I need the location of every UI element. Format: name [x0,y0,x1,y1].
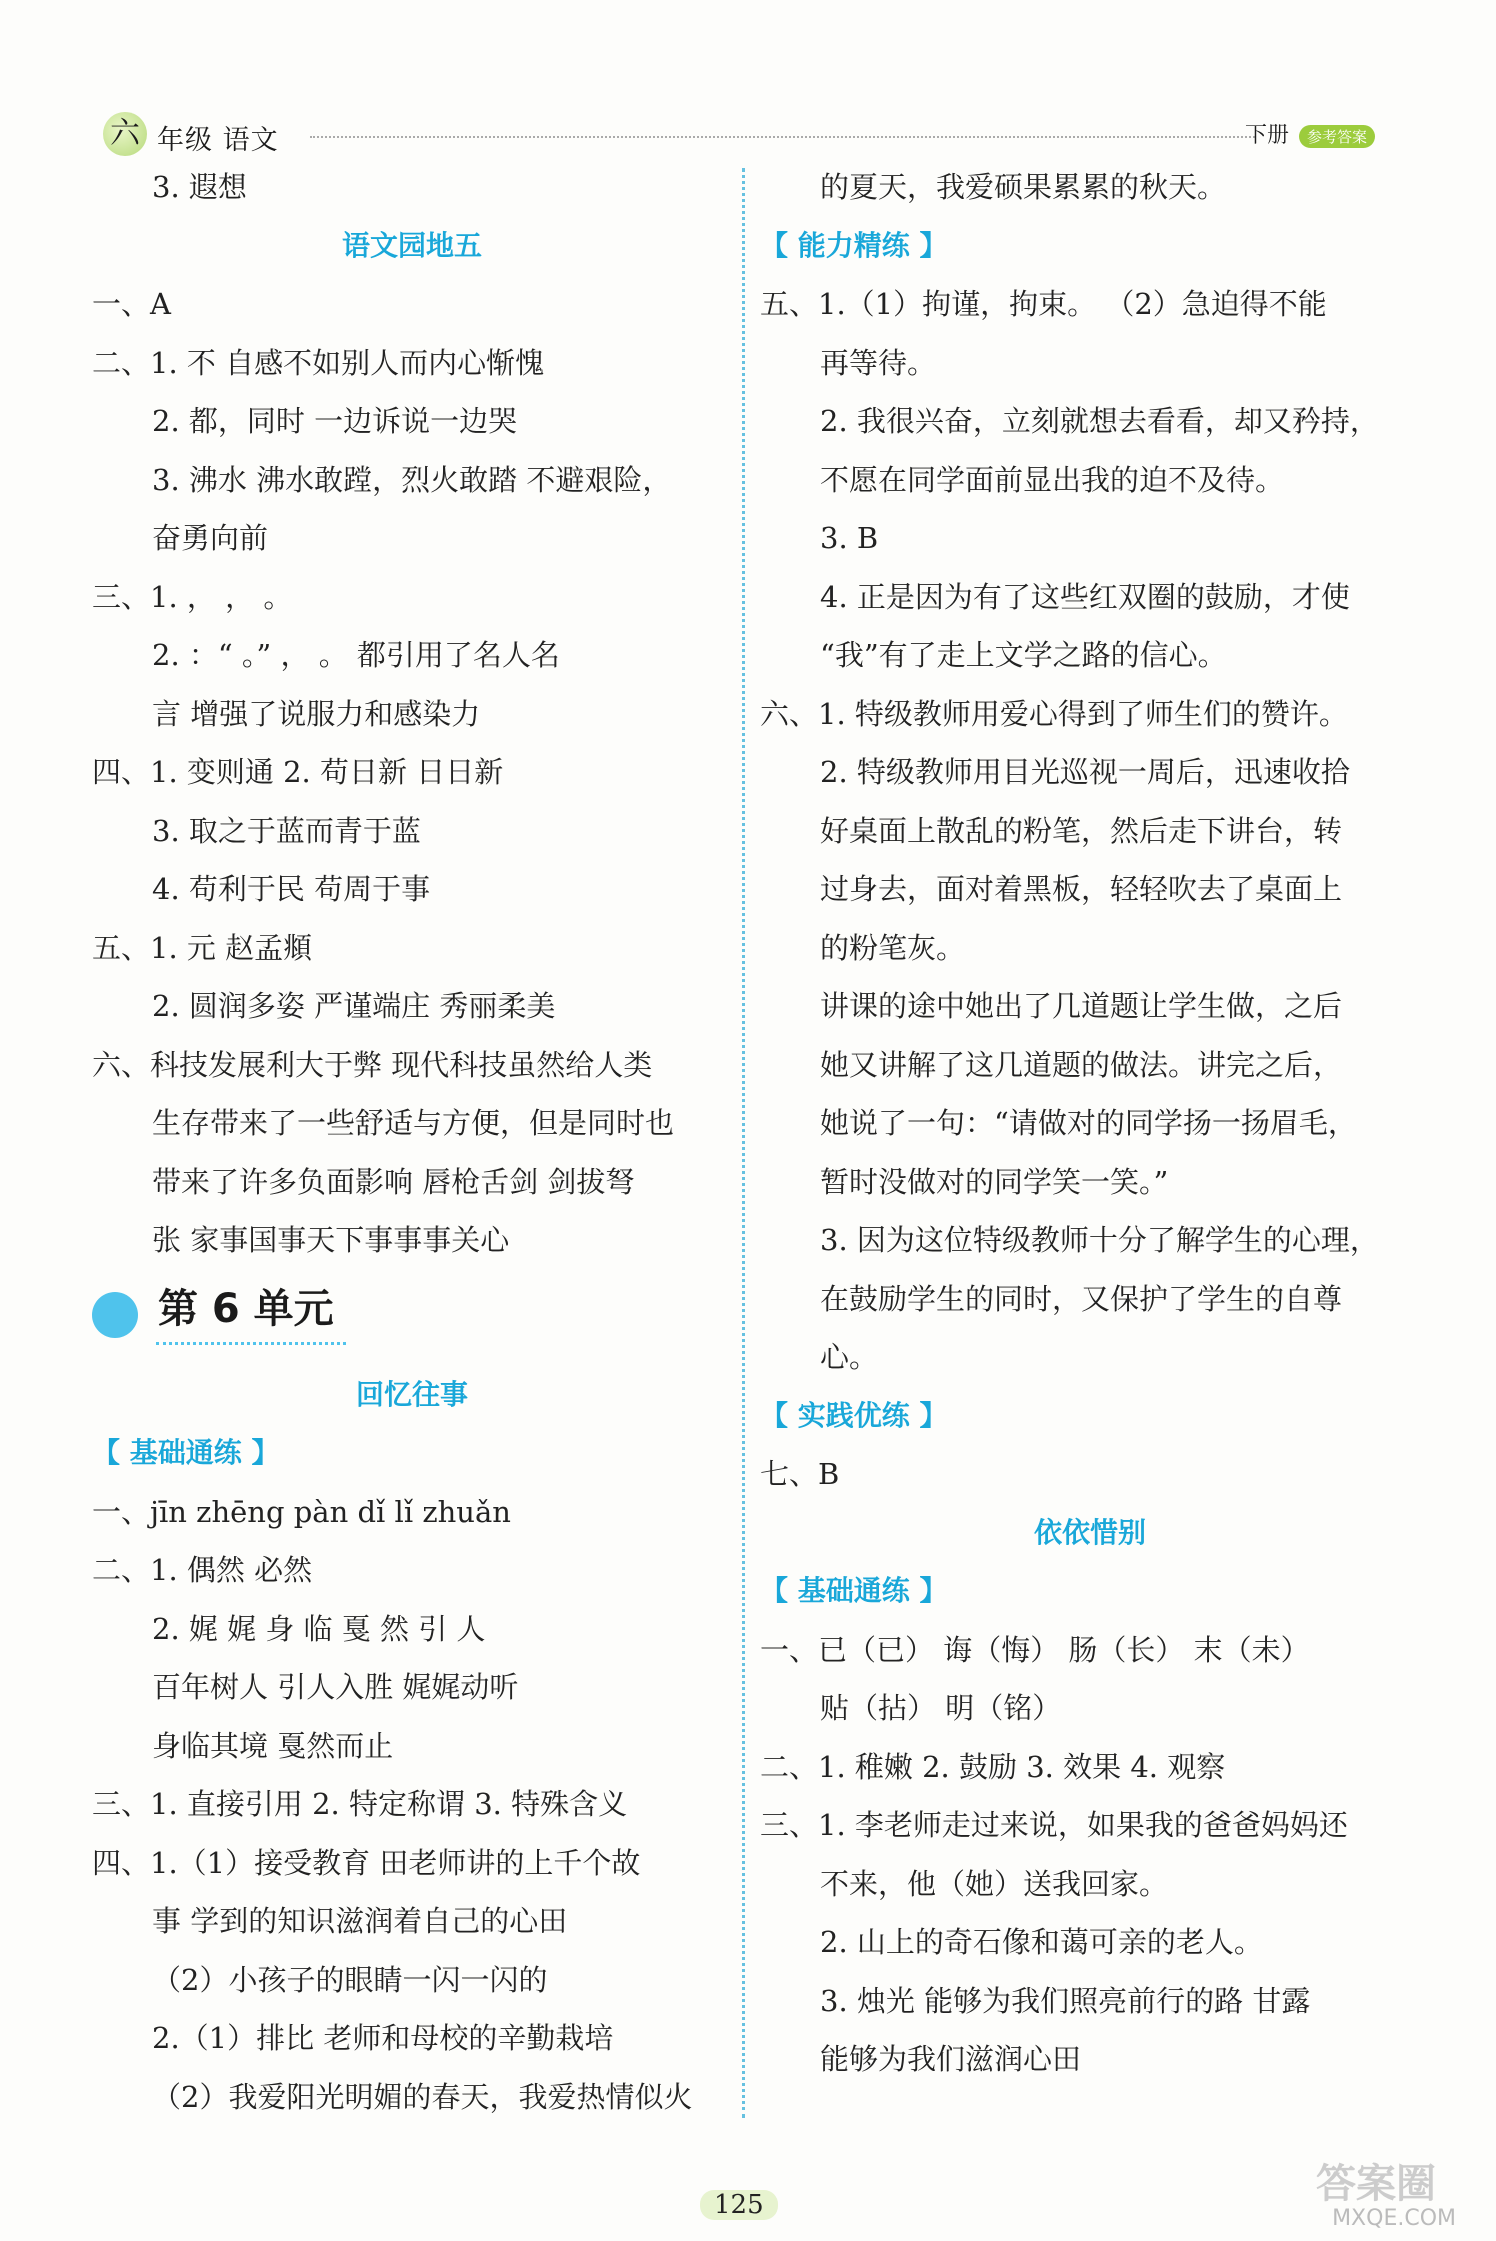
answer-line: （2）我爱阳光明媚的春天，我爱热情似火 [152,2079,693,2114]
subsection-label: 【 基础通练 】 [760,1574,948,1607]
answer-line: 身临其境 戛然而止 [152,1728,394,1763]
grade-badge: 六 [103,112,147,156]
answer-line: 的粉笔灰。 [820,930,966,965]
answer-line: 三、1. ， ， 。 [92,579,293,614]
answer-line: 四、1. 变则通 2. 苟日新 日日新 [92,755,504,789]
answer-line: 2.（1）排比 老师和母校的辛勤栽培 [152,2021,614,2055]
unit-dot-icon [92,1292,138,1338]
answer-line: 2. ：“ 。” ， 。 都引用了名人名 [152,638,560,672]
answer-line: 2. 我很兴奋，立刻就想去看看，却又矜持， [820,404,1379,438]
watermark [1246,2161,1456,2231]
answer-line: 3. B [820,521,879,555]
left-column [92,158,732,2126]
answer-line: 再等待。 [820,345,937,380]
header-title: 年级 语文 [157,125,279,156]
answer-line: 一、A [92,287,171,321]
answer-line: 张 家事国事天下事事事关心 [152,1223,510,1257]
answer-line: 2. 娓 娓 身 临 戛 然 引 人 [152,1611,486,1646]
unit-underline [156,1342,346,1345]
header-divider [310,136,1255,138]
answer-line: 不愿在同学面前显出我的迫不及待。 [820,462,1285,497]
answer-line: 二、1. 不 自感不如别人而内心惭愧 [92,345,545,380]
answer-line: 讲课的途中她出了几道题让学生做，之后 [820,989,1343,1023]
answer-line: 一、jīn zhēng pàn dǐ lǐ zhuǎn [92,1494,511,1529]
answer-line: 生存带来了一些舒适与方便，但是同时也 [152,1106,675,1140]
answer-line: 奋勇向前 [152,521,269,555]
unit-heading [92,1270,732,1366]
page-header [95,108,1395,160]
subsection-label: 【 能力精练 】 [760,228,948,262]
answer-line: 4. 苟利于民 苟周于事 [152,872,431,906]
watermark-logo: 答案圈 [1316,2161,1436,2207]
answer-line: 4. 正是因为有了这些红双圈的鼓励，才使 [820,579,1350,614]
answer-line: （2）小孩子的眼睛一闪一闪的 [152,1962,548,1997]
answer-line: 她又讲解了这几道题的做法。讲完之后， [820,1047,1343,1082]
subsection-label: 【 实践优练 】 [760,1398,948,1432]
section-title: 回忆往事 [355,1377,468,1411]
answer-line: 在鼓励学生的同时，又保护了学生的自尊 [820,1281,1343,1316]
answer-line: 六、科技发展利大于弊 现代科技虽然给人类 [92,1047,653,1082]
answer-line: 她说了一句：“请做对的同学扬一扬眉毛， [820,1106,1357,1140]
section-title: 依依惜别 [1033,1515,1146,1549]
right-column [760,158,1420,2089]
answer-line: 三、1. 直接引用 2. 特定称谓 3. 特殊含义 [92,1787,628,1821]
answer-line: 3. 遐想 [152,170,247,204]
answer-line: 七、B [760,1457,840,1491]
answer-line: 3. 因为这位特级教师十分了解学生的心理， [820,1223,1379,1257]
answer-line: 五、1.（1）拘谨，拘束。 （2）急迫得不能 [760,287,1327,321]
answer-line: 四、1.（1）接受教育 田老师讲的上千个故 [92,1845,641,1880]
answer-line: 过身去，面对着黑板，轻轻吹去了桌面上 [820,872,1343,906]
answer-line: 2. 特级教师用目光巡视一周后，迅速收拾 [820,755,1350,789]
answer-line: 2. 圆润多姿 严谨端庄 秀丽柔美 [152,989,556,1023]
answer-line: 3. 烛光 能够为我们照亮前行的路 甘露 [820,1983,1311,2018]
answer-line: 二、1. 偶然 必然 [92,1553,313,1587]
answer-line: 的夏天，我爱硕果累累的秋天。 [820,170,1227,204]
answer-line: 贴（拈） 明（铭） [820,1691,1062,1725]
answer-line: 一、已（已） 诲（悔） 肠（长） 末（未） [760,1632,1310,1667]
header-volume [1245,118,1375,149]
subsection-label: 【 基础通练 】 [92,1436,280,1469]
answer-line: 三、1. 李老师走过来说，如果我的爸爸妈妈还 [760,1808,1348,1842]
answer-line: 好桌面上散乱的粉笔，然后走下讲台，转 [820,813,1343,848]
answer-line: 百年树人 引人入胜 娓娓动听 [152,1670,519,1704]
section-title: 语文园地五 [341,228,482,262]
answer-line: 五、1. 元 赵孟頫 [92,930,313,965]
answer-line: 事 学到的知识滋润着自己的心田 [152,1904,568,1938]
answer-line: 六、1. 特级教师用爱心得到了师生们的赞许。 [760,696,1348,731]
answer-line: 心。 [820,1340,879,1374]
answer-line: 带来了许多负面影响 唇枪舌剑 剑拔弩 [152,1164,635,1199]
answer-line: 不来，他（她）送我回家。 [820,1866,1169,1901]
answer-line: 二、1. 稚嫩 2. 鼓励 3. 效果 4. 观察 [760,1749,1226,1784]
answer-line: 2. 山上的奇石像和蔼可亲的老人。 [820,1925,1263,1959]
column-divider [742,168,745,2118]
answer-line: 暂时没做对的同学笑一笑。” [820,1164,1169,1199]
answer-line: 言 增强了说服力和感染力 [152,696,481,731]
answer-line: “我”有了走上文学之路的信心。 [820,638,1227,672]
watermark-url: MXQE.COM [1332,2206,1456,2231]
answer-badge: 参考答案 [1299,125,1375,148]
page-number: 125 [700,2190,778,2220]
unit-title: 第 6 单元 [158,1285,334,1332]
volume-label: 下册 [1244,123,1289,148]
answer-line: 3. 取之于蓝而青于蓝 [152,813,421,848]
answer-line: 能够为我们滋润心田 [820,2042,1082,2076]
answer-line: 2. 都，同时 一边诉说一边哭 [152,404,518,438]
answer-line: 3. 沸水 沸水敢蹚，烈火敢踏 不避艰险， [152,462,672,497]
